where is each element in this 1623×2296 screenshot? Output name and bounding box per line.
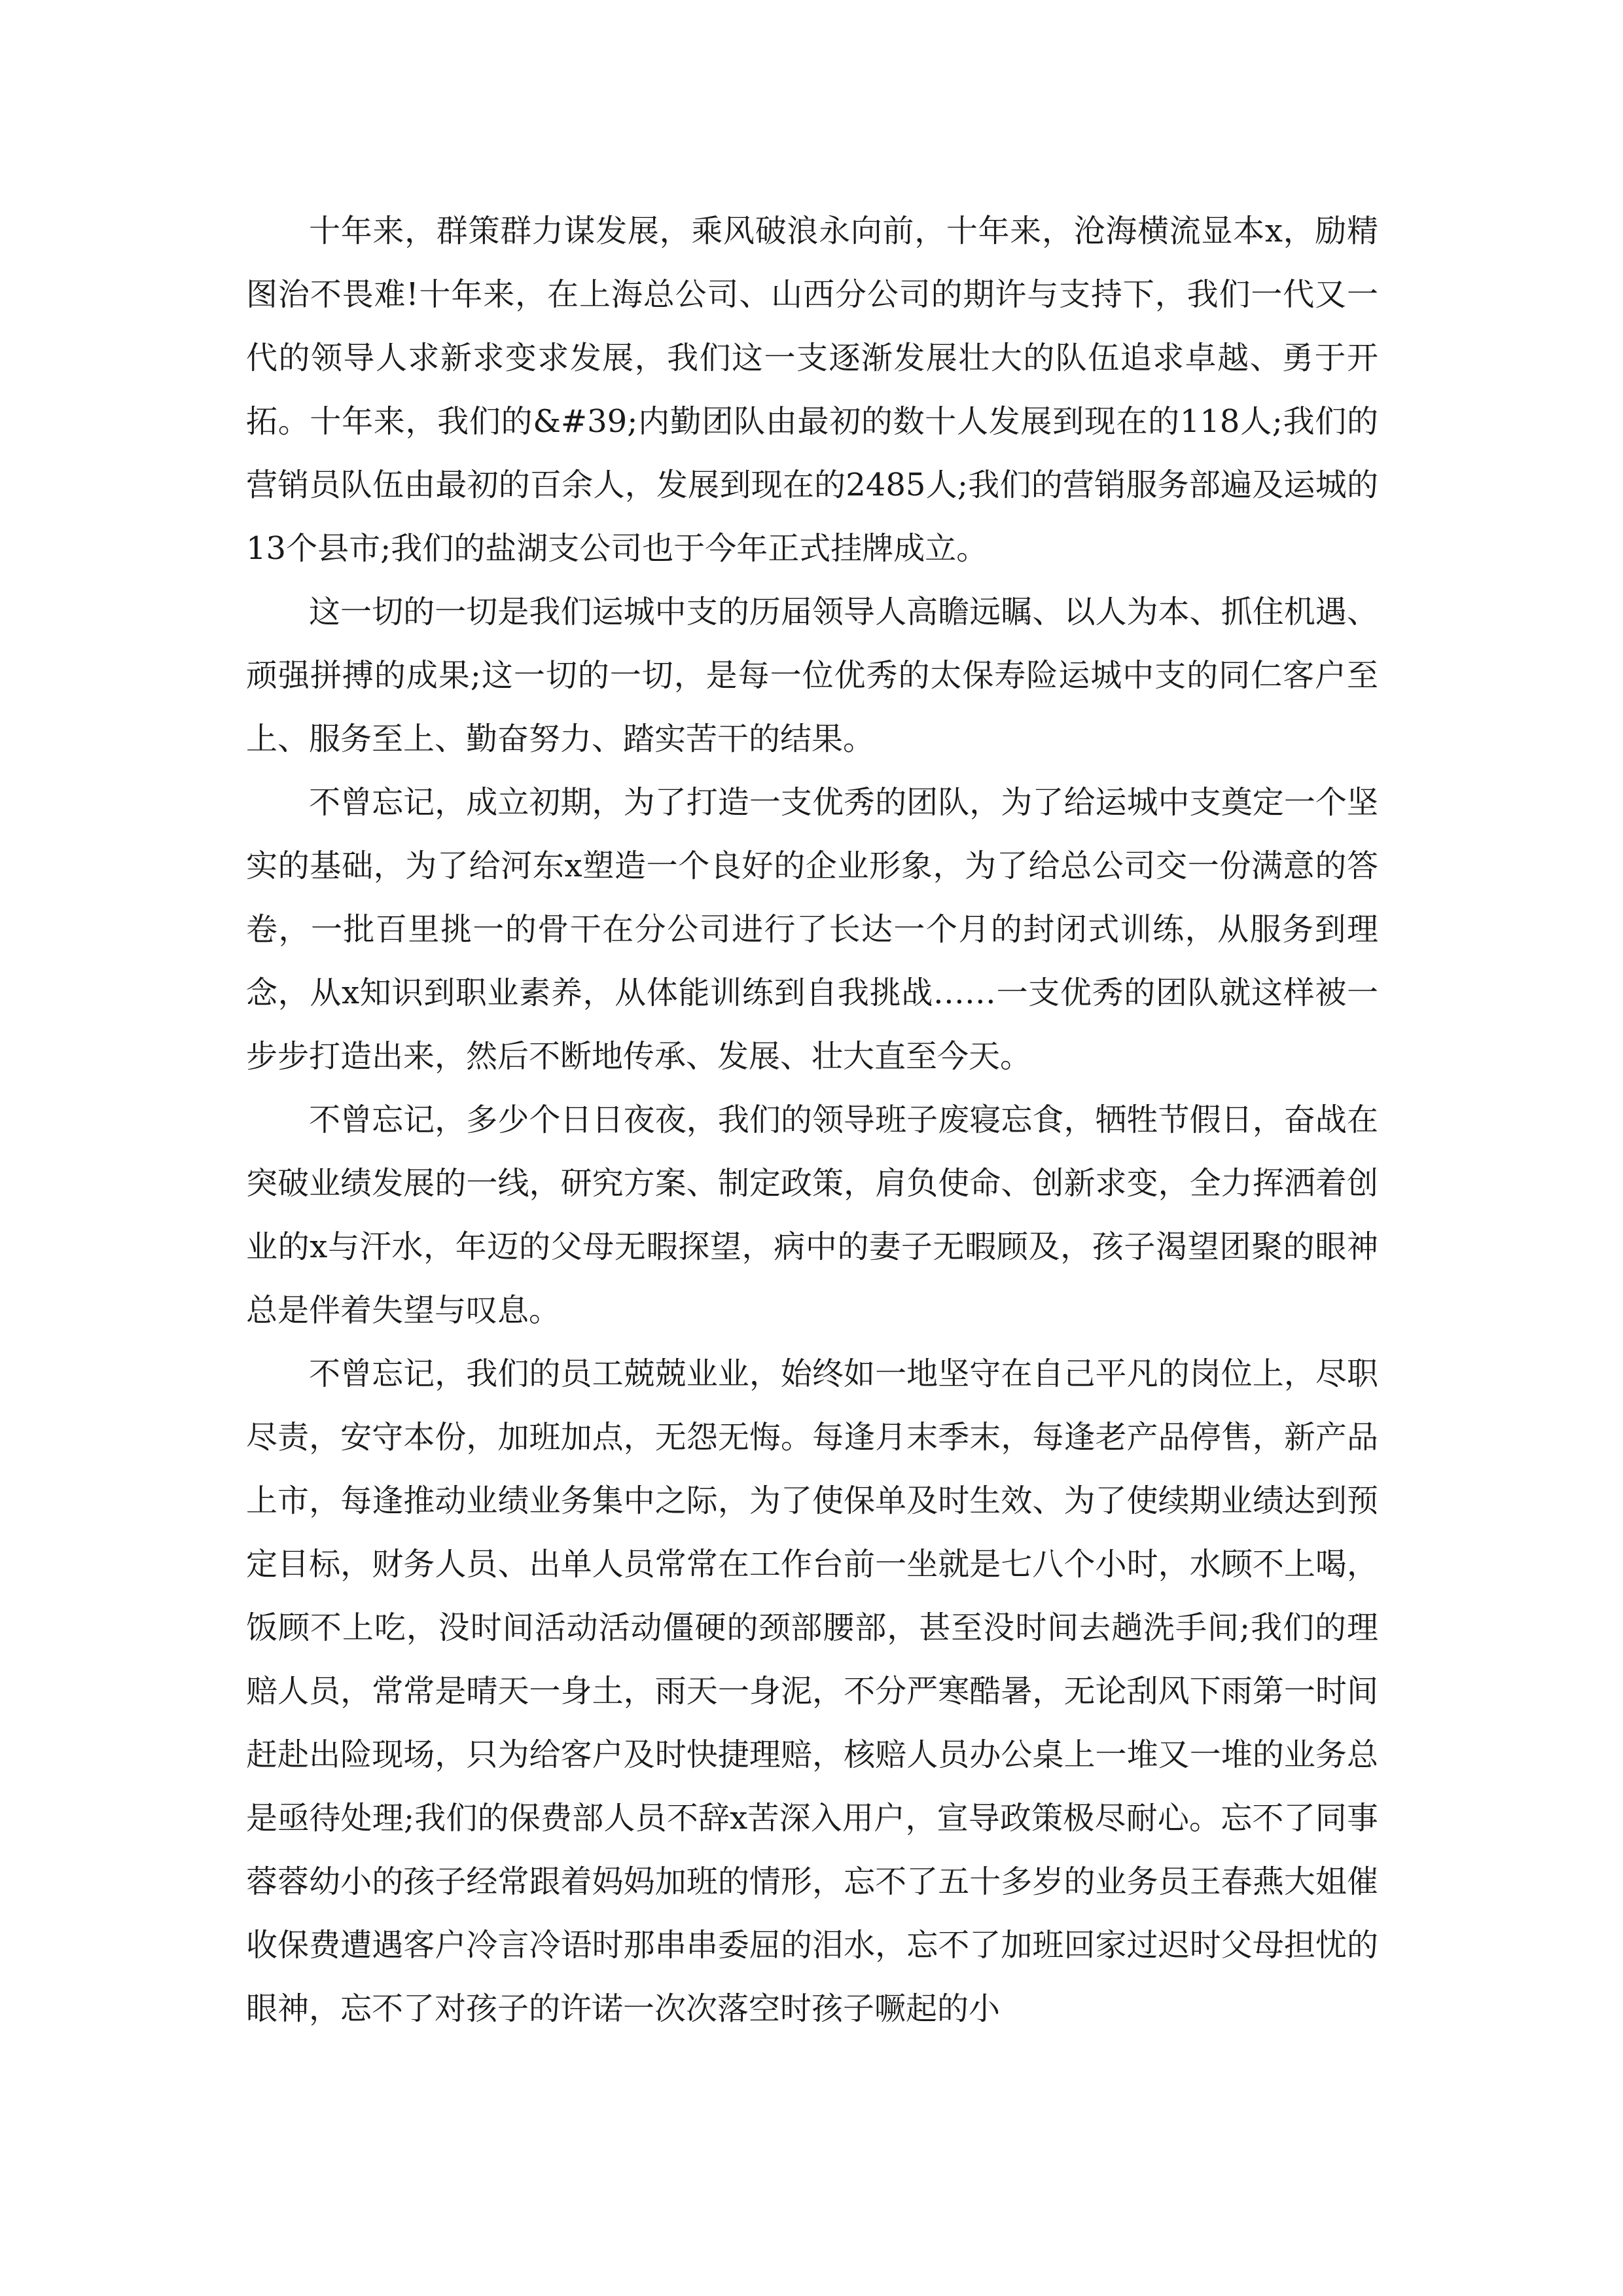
paragraph-3: 不曾忘记，成立初期，为了打造一支优秀的团队，为了给运城中支奠定一个坚实的基础，为了给河东x塑造一个良好的企业形象，为了给总公司交一份满意的答卷，一批百里挑一的骨干在分公司进行了长达一个月的封闭式训练，从服务到理念，从x知识到职业素养，从体能训练到自我挑战……一支优秀的团队就这样被一步步打造出来，然后不断地传承、发展、壮大直至今天。	[246, 784, 1378, 1075]
paragraph-4: 不曾忘记，多少个日日夜夜，我们的领导班子废寝忘食，牺牲节假日，奋战在突破业绩发展的一线，研究方案、制定政策，肩负使命、创新求变，全力挥洒着创业的x与汗水，年迈的父母无暇探望，病中的妻子无暇顾及，孩子渴望团聚的眼神总是伴着失望与叹息。	[246, 1102, 1378, 1329]
document-body	[246, 200, 1378, 2041]
paragraph-2: 这一切的一切是我们运城中支的历届领导人高瞻远瞩、以人为本、抓住机遇、顽强拼搏的成果;这一切的一切，是每一位优秀的太保寿险运城中支的同仁客户至上、服务至上、勤奋努力、踏实苦干的结果。	[246, 594, 1378, 757]
paragraph-1: 十年来，群策群力谋发展，乘风破浪永向前，十年来，沧海横流显本x，励精图治不畏难!十年来，在上海总公司、山西分公司的期许与支持下，我们一代又一代的领导人求新求变求发展，我们这一支逐渐发展壮大的队伍追求卓越、勇于开拓。十年来，我们的&#39;内勤团队由最初的数十人发展到现在的118人;我们的营销员队伍由最初的百余人，发展到现在的2485人;我们的营销服务部遍及运城的13个县市;我们的盐湖支公司也于今年正式挂牌成立。	[246, 213, 1378, 567]
paragraph-5: 不曾忘记，我们的员工兢兢业业，始终如一地坚守在自己平凡的岗位上，尽职尽责，安守本份，加班加点，无怨无悔。每逢月末季末，每逢老产品停售，新产品上市，每逢推动业绩业务集中之际，为了使保单及时生效、为了使续期业绩达到预定目标，财务人员、出单人员常常在工作台前一坐就是七八个小时，水顾不上喝，饭顾不上吃，没时间活动活动僵硬的颈部腰部，甚至没时间去趟洗手间;我们的理赔人员，常常是晴天一身土，雨天一身泥，不分严寒酷暑，无论刮风下雨第一时间赶赴出险现场，只为给客户及时快捷理赔，核赔人员办公桌上一堆又一堆的业务总是亟待处理;我们的保费部人员不辞x苦深入用户，宣导政策极尽耐心。忘不了同事蓉蓉幼小的孩子经常跟着妈妈加班的情形，忘不了五十多岁的业务员王春燕大姐催收保费遭遇客户冷言冷语时那串串委屈的泪水，忘不了加班回家过迟时父母担忧的眼神，忘不了对孩子的许诺一次次落空时孩子噘起的小	[246, 1355, 1378, 2027]
